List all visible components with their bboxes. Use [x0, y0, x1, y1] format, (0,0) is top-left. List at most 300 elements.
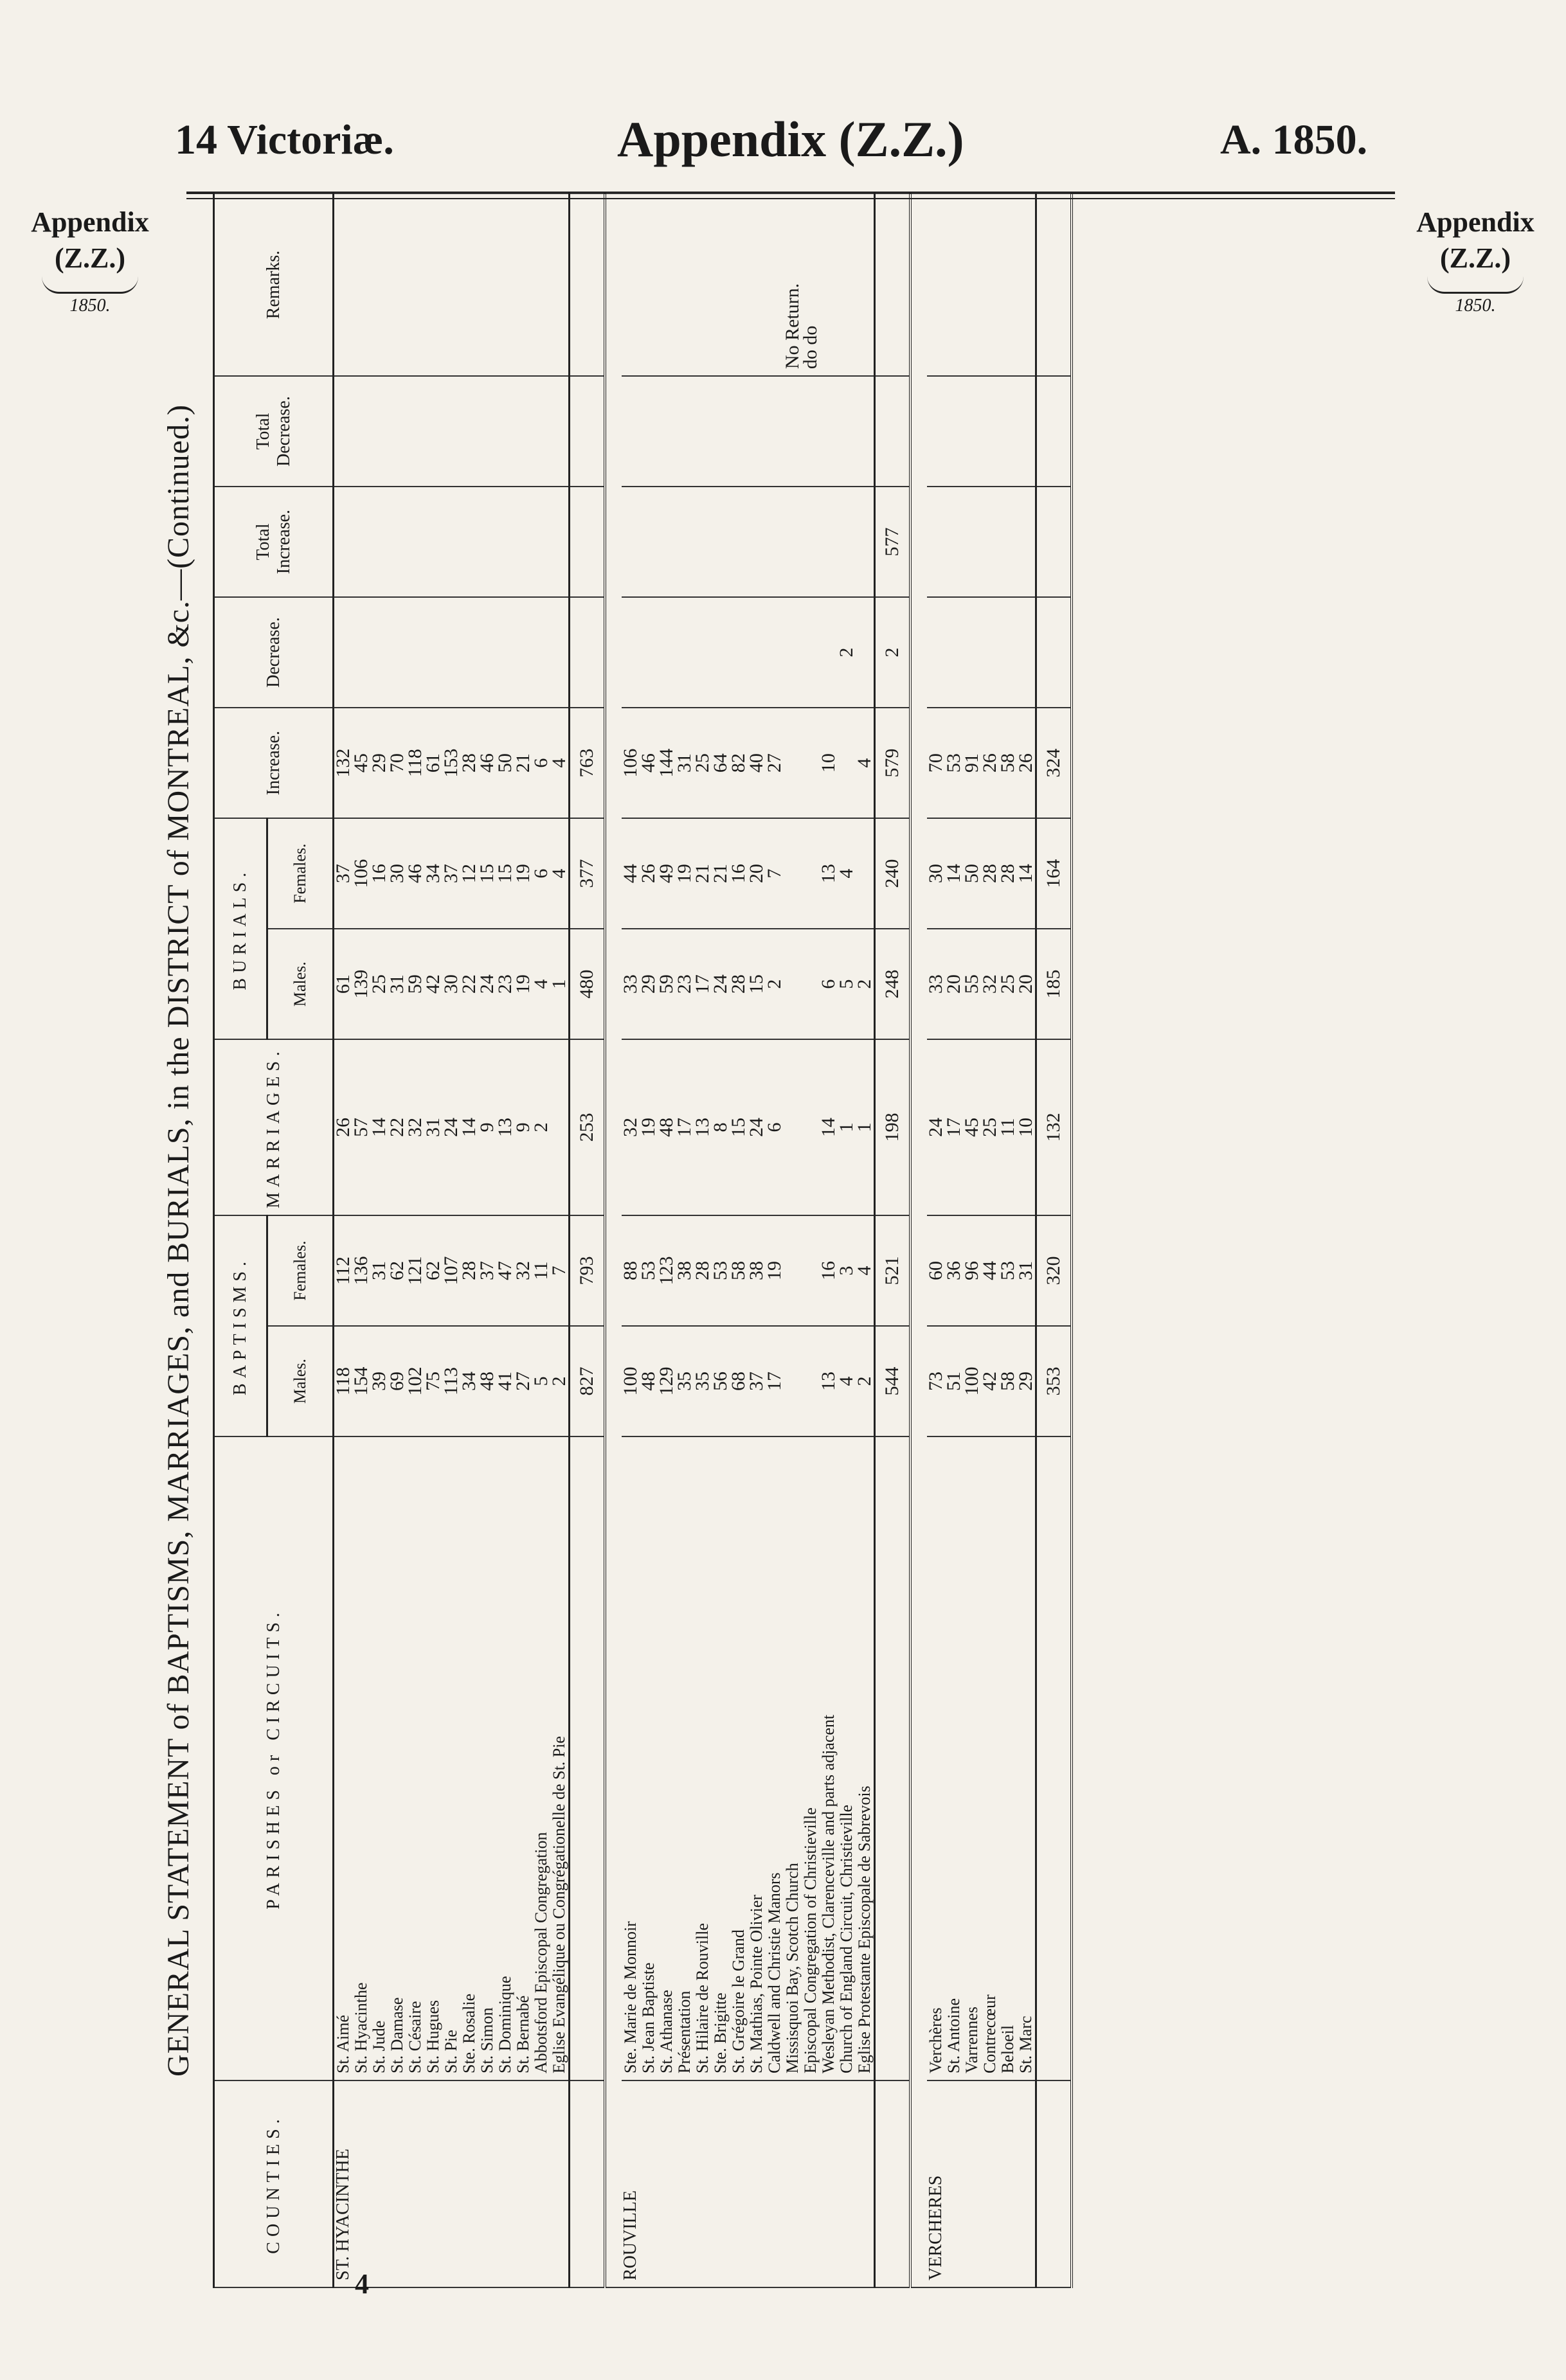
value-tinc [963, 487, 981, 597]
value-um [802, 929, 820, 1039]
remarks-cell [945, 193, 963, 376]
value-bf: 112 [334, 1215, 353, 1326]
value-bf: 53 [999, 1215, 1017, 1326]
remarks-cell [460, 193, 478, 376]
value-um: 20 [945, 929, 963, 1039]
value-tinc [838, 487, 856, 597]
value-mar: 9 [478, 1039, 496, 1215]
value-inc: 58 [999, 708, 1017, 818]
value-mar: 13 [496, 1039, 514, 1215]
empty-cell [570, 2080, 606, 2287]
value-tinc [945, 487, 963, 597]
value-mar: 1 [838, 1039, 856, 1215]
value-uf: 16 [370, 818, 388, 929]
value-uf [856, 818, 875, 929]
value-um: 6 [820, 929, 838, 1039]
value-tdec [640, 376, 658, 487]
rotated-table-container [161, 193, 1395, 2288]
col-baptisms-females: Females. [267, 1215, 334, 1326]
value-um: 59 [658, 929, 676, 1039]
value-um: 19 [514, 929, 532, 1039]
county-cell [730, 2080, 748, 2287]
value-inc: 46 [478, 708, 496, 818]
total-dec: 2 [875, 597, 911, 708]
parish-name: Wesleyan Methodist, Clarenceville and parts adjacent [820, 1436, 838, 2080]
value-bm: 4 [838, 1326, 856, 1436]
total-uf: 164 [1036, 818, 1072, 929]
value-bf: 28 [694, 1215, 712, 1326]
value-uf: 106 [352, 818, 370, 929]
value-inc: 70 [388, 708, 406, 818]
value-bm: 2 [550, 1326, 570, 1436]
parish-name: Présentation [676, 1436, 694, 2080]
empty-cell [875, 1436, 911, 2080]
county-cell [370, 2080, 388, 2287]
value-inc: 91 [963, 708, 981, 818]
value-inc: 45 [352, 708, 370, 818]
county-cell [532, 2080, 550, 2287]
value-dec: 2 [838, 597, 856, 708]
county-cell [388, 2080, 406, 2287]
value-tdec [334, 376, 353, 487]
remarks-cell [856, 193, 875, 376]
value-tinc [352, 487, 370, 597]
value-um: 2 [766, 929, 784, 1039]
value-bf [784, 1215, 802, 1326]
remarks-cell [963, 193, 981, 376]
table-row [550, 193, 570, 2287]
value-mar: 13 [694, 1039, 712, 1215]
value-inc: 132 [334, 708, 353, 818]
brace-ornament [42, 276, 138, 294]
parish-name: St. Bernabé [514, 1436, 532, 2080]
remarks-cell [370, 193, 388, 376]
value-um: 22 [460, 929, 478, 1039]
value-uf: 7 [766, 818, 784, 929]
value-dec [352, 597, 370, 708]
table-row [999, 193, 1017, 2287]
value-tinc [927, 487, 945, 597]
parish-name: St. Césaire [406, 1436, 424, 2080]
value-dec [981, 597, 999, 708]
value-tdec [838, 376, 856, 487]
remarks-cell [820, 193, 838, 376]
county-cell [658, 2080, 676, 2287]
value-bm: 39 [370, 1326, 388, 1436]
value-bm: 100 [622, 1326, 640, 1436]
value-inc: 50 [496, 708, 514, 818]
value-bm: 35 [676, 1326, 694, 1436]
value-um: 24 [712, 929, 730, 1039]
parish-name: Church of England Circuit, Christieville [838, 1436, 856, 2080]
value-tinc [999, 487, 1017, 597]
value-tdec [460, 376, 478, 487]
value-mar: 14 [820, 1039, 838, 1215]
value-dec [999, 597, 1017, 708]
value-tinc [334, 487, 353, 597]
value-bm: 154 [352, 1326, 370, 1436]
value-bm: 69 [388, 1326, 406, 1436]
table-row [712, 193, 730, 2287]
value-um [784, 929, 802, 1039]
value-uf: 50 [963, 818, 981, 929]
header-year: A. 1850. [1220, 116, 1368, 163]
value-dec [532, 597, 550, 708]
county-cell [820, 2080, 838, 2287]
county-cell [460, 2080, 478, 2287]
value-bm: 73 [927, 1326, 945, 1436]
table-row [658, 193, 676, 2287]
value-mar: 9 [514, 1039, 532, 1215]
value-mar: 57 [352, 1039, 370, 1215]
value-dec [406, 597, 424, 708]
value-tinc [532, 487, 550, 597]
section-spacer [910, 193, 927, 2287]
value-inc: 64 [712, 708, 730, 818]
county-cell [550, 2080, 570, 2287]
value-bf: 32 [514, 1215, 532, 1326]
value-dec [388, 597, 406, 708]
county-cell [496, 2080, 514, 2287]
value-bm: 118 [334, 1326, 353, 1436]
value-um: 20 [1017, 929, 1036, 1039]
remarks-cell [981, 193, 999, 376]
table-row [784, 193, 802, 2287]
empty-cell [570, 193, 606, 376]
total-bm: 353 [1036, 1326, 1072, 1436]
value-tinc [676, 487, 694, 597]
value-um: 25 [999, 929, 1017, 1039]
margin-note-right [1405, 204, 1546, 316]
value-mar: 11 [999, 1039, 1017, 1215]
parish-name: St. Dominique [496, 1436, 514, 2080]
value-tdec [694, 376, 712, 487]
value-inc: 40 [748, 708, 766, 818]
table-row [622, 193, 640, 2287]
remarks-cell [532, 193, 550, 376]
totals-row [1036, 193, 1072, 2287]
value-uf: 15 [496, 818, 514, 929]
county-cell [999, 2080, 1017, 2287]
county-cell [1017, 2080, 1036, 2287]
value-bf: 47 [496, 1215, 514, 1326]
value-bm: 27 [514, 1326, 532, 1436]
margin-note-title: Appendix [1416, 206, 1534, 238]
value-mar: 48 [658, 1039, 676, 1215]
table-row [442, 193, 460, 2287]
value-uf: 19 [676, 818, 694, 929]
page-number: 4 [355, 2268, 369, 2300]
value-inc: 106 [622, 708, 640, 818]
parish-name: St. Aimé [334, 1436, 353, 2080]
value-um: 25 [370, 929, 388, 1039]
total-tdec [570, 376, 606, 487]
value-inc: 4 [550, 708, 570, 818]
value-mar: 24 [927, 1039, 945, 1215]
value-mar: 24 [442, 1039, 460, 1215]
county-cell [712, 2080, 730, 2287]
value-bf: 11 [532, 1215, 550, 1326]
value-inc: 29 [370, 708, 388, 818]
total-inc: 579 [875, 708, 911, 818]
margin-note-year: 1850. [69, 296, 111, 316]
remarks-cell [334, 193, 353, 376]
value-bf: 31 [1017, 1215, 1036, 1326]
value-bm: 5 [532, 1326, 550, 1436]
value-bm: 41 [496, 1326, 514, 1436]
remarks-cell [748, 193, 766, 376]
spacer-cell [910, 193, 927, 2287]
value-tdec [550, 376, 570, 487]
value-tdec [766, 376, 784, 487]
remarks-cell [1017, 193, 1036, 376]
remarks-cell [658, 193, 676, 376]
value-inc: 31 [676, 708, 694, 818]
value-dec [622, 597, 640, 708]
value-tinc [856, 487, 875, 597]
value-tdec [442, 376, 460, 487]
value-inc [784, 708, 802, 818]
table-row [802, 193, 820, 2287]
value-um: 139 [352, 929, 370, 1039]
value-inc: 21 [514, 708, 532, 818]
remarks-cell [676, 193, 694, 376]
value-tinc [1017, 487, 1036, 597]
total-uf: 377 [570, 818, 606, 929]
value-uf: 37 [334, 818, 353, 929]
value-mar: 1 [856, 1039, 875, 1215]
parish-name: Verchères [927, 1436, 945, 2080]
parish-name: St. Jean Baptiste [640, 1436, 658, 2080]
value-dec [514, 597, 532, 708]
total-bf: 521 [875, 1215, 911, 1326]
value-tdec [388, 376, 406, 487]
table-row [820, 193, 838, 2287]
table-row [478, 193, 496, 2287]
value-bm: 2 [856, 1326, 875, 1436]
value-bm: 68 [730, 1326, 748, 1436]
statement-table [161, 193, 1073, 2288]
total-bm: 827 [570, 1326, 606, 1436]
value-inc: 46 [640, 708, 658, 818]
value-tdec [496, 376, 514, 487]
parish-name: St. Grégoire le Grand [730, 1436, 748, 2080]
value-mar [550, 1039, 570, 1215]
value-bf: 88 [622, 1215, 640, 1326]
value-inc: 28 [460, 708, 478, 818]
total-um: 248 [875, 929, 911, 1039]
parish-name: Eglise Protestante Episcopale de Sabrevois [856, 1436, 875, 2080]
value-dec [640, 597, 658, 708]
value-mar: 17 [945, 1039, 963, 1215]
col-burials: BURIALS. [214, 818, 267, 1039]
parish-name: St. Marc [1017, 1436, 1036, 2080]
value-um: 31 [388, 929, 406, 1039]
value-uf: 12 [460, 818, 478, 929]
value-tinc [712, 487, 730, 597]
total-uf: 240 [875, 818, 911, 929]
table-title: GENERAL STATEMENT of BAPTISMS, MARRIAGES, and BURIALS, in the DISTRICT of MONTREAL, &c.—(Continued.) [161, 404, 195, 2077]
value-inc: 27 [766, 708, 784, 818]
value-bf: 123 [658, 1215, 676, 1326]
value-um: 33 [927, 929, 945, 1039]
value-mar: 14 [370, 1039, 388, 1215]
remarks-cell [550, 193, 570, 376]
county-cell [748, 2080, 766, 2287]
value-inc: 6 [532, 708, 550, 818]
total-tdec [875, 376, 911, 487]
total-bm: 544 [875, 1326, 911, 1436]
value-inc: 26 [981, 708, 999, 818]
value-mar: 45 [963, 1039, 981, 1215]
value-tinc [748, 487, 766, 597]
county-cell [478, 2080, 496, 2287]
remarks-cell [694, 193, 712, 376]
value-bm [784, 1326, 802, 1436]
value-mar [784, 1039, 802, 1215]
remarks-cell [514, 193, 532, 376]
county-cell [838, 2080, 856, 2287]
value-mar: 2 [532, 1039, 550, 1215]
value-uf: 28 [981, 818, 999, 929]
parish-name: Eglise Evangélique ou Congrégationelle de St. Pie [550, 1436, 570, 2080]
county-cell [945, 2080, 963, 2287]
value-bf: 96 [963, 1215, 981, 1326]
value-um: 2 [856, 929, 875, 1039]
header-appendix-title: Appendix (Z.Z.) [617, 111, 964, 167]
value-uf: 20 [748, 818, 766, 929]
value-bf: 31 [370, 1215, 388, 1326]
value-inc [802, 708, 820, 818]
value-dec [730, 597, 748, 708]
value-dec [460, 597, 478, 708]
value-um: 30 [442, 929, 460, 1039]
value-uf: 30 [927, 818, 945, 929]
value-uf: 49 [658, 818, 676, 929]
table-row [496, 193, 514, 2287]
parish-name: St. Hilaire de Rouville [694, 1436, 712, 2080]
value-bf: 38 [748, 1215, 766, 1326]
value-inc: 61 [424, 708, 442, 818]
col-parishes: PARISHES or CIRCUITS. [214, 1436, 334, 2080]
value-dec [945, 597, 963, 708]
value-uf: 46 [406, 818, 424, 929]
table-row [424, 193, 442, 2287]
county-cell [514, 2080, 532, 2287]
col-burials-males: Males. [267, 929, 334, 1039]
value-mar: 10 [1017, 1039, 1036, 1215]
empty-cell [570, 1436, 606, 2080]
value-bm: 29 [1017, 1326, 1036, 1436]
table-row [676, 193, 694, 2287]
value-dec [694, 597, 712, 708]
col-total-decrease: Total Decrease. [214, 376, 334, 487]
table-row [334, 193, 353, 2287]
value-inc: 82 [730, 708, 748, 818]
value-uf: 4 [550, 818, 570, 929]
value-tdec [424, 376, 442, 487]
value-tinc [514, 487, 532, 597]
value-tdec [712, 376, 730, 487]
parish-name: Caldwell and Christie Manors [766, 1436, 784, 2080]
value-tinc [550, 487, 570, 597]
county-cell [963, 2080, 981, 2287]
value-bf: 38 [676, 1215, 694, 1326]
value-um: 42 [424, 929, 442, 1039]
value-um: 23 [676, 929, 694, 1039]
county-cell [676, 2080, 694, 2287]
total-dec [1036, 597, 1072, 708]
value-uf: 16 [730, 818, 748, 929]
value-dec [784, 597, 802, 708]
value-mar: 17 [676, 1039, 694, 1215]
value-tdec [945, 376, 963, 487]
value-um: 4 [532, 929, 550, 1039]
value-bm: 51 [945, 1326, 963, 1436]
value-bf: 44 [981, 1215, 999, 1326]
empty-cell [1036, 2080, 1072, 2287]
value-tinc [442, 487, 460, 597]
total-bf: 320 [1036, 1215, 1072, 1326]
county-cell [766, 2080, 784, 2287]
col-burials-females: Females. [267, 818, 334, 929]
value-uf: 37 [442, 818, 460, 929]
value-bm: 102 [406, 1326, 424, 1436]
col-remarks: Remarks. [214, 193, 334, 376]
county-cell [784, 2080, 802, 2287]
value-tinc [658, 487, 676, 597]
table-row [388, 193, 406, 2287]
parish-name: St. Antoine [945, 1436, 963, 2080]
value-mar: 15 [730, 1039, 748, 1215]
value-dec [496, 597, 514, 708]
value-bf: 16 [820, 1215, 838, 1326]
value-uf: 44 [622, 818, 640, 929]
value-inc [838, 708, 856, 818]
parish-name: St. Athanase [658, 1436, 676, 2080]
value-dec [424, 597, 442, 708]
table-row [694, 193, 712, 2287]
value-bf: 121 [406, 1215, 424, 1326]
empty-cell [1036, 193, 1072, 376]
value-um: 32 [981, 929, 999, 1039]
county-cell: ROUVILLE [622, 2080, 640, 2287]
value-bf: 107 [442, 1215, 460, 1326]
table-row [945, 193, 963, 2287]
value-inc: 4 [856, 708, 875, 818]
value-tdec [963, 376, 981, 487]
value-bf: 37 [478, 1215, 496, 1326]
parish-name: St. Hyacinthe [352, 1436, 370, 2080]
value-bm: 129 [658, 1326, 676, 1436]
value-mar: 26 [334, 1039, 353, 1215]
table-row [838, 193, 856, 2287]
value-uf: 15 [478, 818, 496, 929]
value-mar: 22 [388, 1039, 406, 1215]
table-row [370, 193, 388, 2287]
value-bm: 58 [999, 1326, 1017, 1436]
value-mar: 32 [406, 1039, 424, 1215]
value-uf: 4 [838, 818, 856, 929]
value-um: 29 [640, 929, 658, 1039]
parish-name: St. Damase [388, 1436, 406, 2080]
value-dec [676, 597, 694, 708]
county-cell [352, 2080, 370, 2287]
value-dec [820, 597, 838, 708]
table-row [963, 193, 981, 2287]
value-tdec [784, 376, 802, 487]
remarks-cell [442, 193, 460, 376]
